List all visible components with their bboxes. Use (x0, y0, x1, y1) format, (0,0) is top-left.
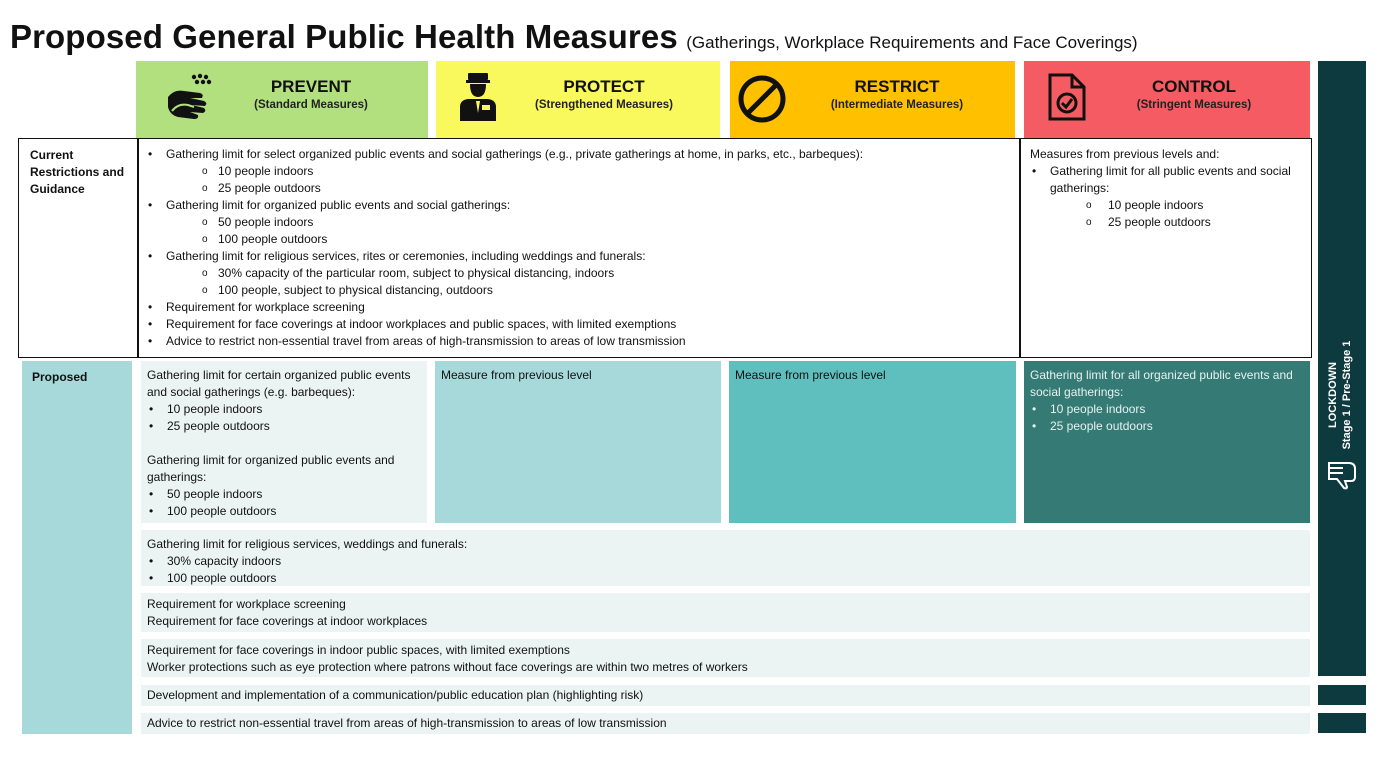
paragraph: Gathering limit for all organized public events and social gatherings: (1030, 368, 1293, 399)
list-subitem: o 10 people indoors (1030, 197, 1304, 214)
paragraph: Measure from previous level (735, 368, 886, 382)
paragraph: Worker protections such as eye protection where patrons without face coverings are within two metres of workers (147, 660, 748, 674)
officer-icon (454, 71, 506, 123)
proposed-label-bg (22, 361, 132, 734)
level-sub: (Intermediate Measures) (830, 99, 964, 111)
level-header-restrict (730, 61, 1015, 138)
list-item: • Advice to restrict non-essential travel from areas of high-transmission to areas of low transmission (146, 333, 1012, 350)
list-subitem: o 50 people indoors (146, 214, 1012, 231)
page-title (10, 18, 1138, 56)
lockdown-column (1318, 61, 1366, 676)
list-item: • Requirement for workplace screening (146, 299, 1012, 316)
paragraph: Requirement for face coverings in indoor public spaces, with limited exemptions (147, 643, 570, 657)
prohibited-icon (736, 73, 788, 125)
list-item: • Gathering limit for religious services, rites or ceremonies, including weddings and funerals: (146, 248, 1012, 265)
level-sub: (Standard Measures) (254, 99, 368, 111)
divider (1019, 138, 1021, 358)
level-header-prevent (136, 61, 428, 138)
list-subitem: o 25 people outdoors (146, 180, 1012, 197)
proposed-workplace (141, 593, 1310, 632)
proposed-protect (435, 361, 721, 523)
proposed-prevent (141, 361, 427, 523)
lockdown-stage: Stage 1 / Pre-Stage 1 (1341, 340, 1353, 450)
paragraph: Gathering limit for organized public events and gatherings: (147, 453, 395, 484)
level-name: PROTECT (563, 77, 645, 96)
lockdown-label (1326, 315, 1358, 475)
level-header-protect (436, 61, 720, 138)
lockdown-bar (1318, 685, 1366, 705)
list-subitem: o 30% capacity of the particular room, subject to physical distancing, indoors (146, 265, 1012, 282)
proposed-control (1024, 361, 1310, 523)
current-control-measures (1024, 142, 1310, 237)
proposed-restrict (729, 361, 1016, 523)
thumbs-down-icon (1325, 457, 1359, 491)
list-subitem: o 100 people outdoors (146, 231, 1012, 248)
current-label: Current Restrictions and Guidance (30, 148, 125, 196)
list-item: • Gathering limit for all public events and social gatherings: (1030, 163, 1304, 197)
lockdown-title: LOCKDOWN (1327, 362, 1339, 428)
paragraph: Requirement for workplace screening (147, 597, 346, 611)
proposed-label: Proposed (32, 370, 88, 384)
current-measures (140, 142, 1018, 356)
list-subitem: o 10 people indoors (146, 163, 1012, 180)
list-item: • 50 people indoors (147, 486, 421, 503)
level-name: CONTROL (1151, 77, 1237, 96)
paragraph: Gathering limit for religious services, weddings and funerals: (147, 537, 468, 551)
proposed-travel (141, 713, 1310, 734)
level-sub: (Strengthened Measures) (534, 99, 674, 111)
title-subtitle: (Gatherings, Workplace Requirements and Face Coverings) (686, 33, 1138, 52)
control-intro: Measures from previous levels and: (1030, 147, 1220, 161)
document-check-icon (1042, 71, 1094, 123)
list-item: • 100 people outdoors (147, 570, 1304, 587)
list-item: • 10 people indoors (147, 401, 421, 418)
proposed-religious (141, 530, 1310, 586)
list-item: • 10 people indoors (1030, 401, 1304, 418)
paragraph: Requirement for face coverings at indoor workplaces (147, 614, 428, 628)
list-item: • 30% capacity indoors (147, 553, 1304, 570)
hand-washing-icon (164, 71, 216, 123)
paragraph: Advice to restrict non-essential travel from areas of high-transmission to areas of low transmission (147, 716, 667, 730)
title-main: Proposed General Public Health Measures (10, 18, 678, 55)
list-item: • 25 people outdoors (1030, 418, 1304, 435)
level-name: RESTRICT (854, 77, 940, 96)
paragraph: Development and implementation of a communication/public education plan (highlighting risk) (147, 688, 644, 702)
proposed-communication (141, 685, 1310, 706)
list-subitem: o 100 people, subject to physical distancing, outdoors (146, 282, 1012, 299)
level-header-control (1024, 61, 1310, 138)
paragraph: Measure from previous level (441, 368, 592, 382)
level-sub: (Stringent Measures) (1136, 99, 1252, 111)
list-item: • Gathering limit for select organized public events and social gatherings (e.g., private gatherings at home, in parks, etc., barbeques): (146, 146, 1012, 163)
list-item: • 25 people outdoors (147, 418, 421, 435)
proposed-face-coverings (141, 639, 1310, 677)
list-subitem: o 25 people outdoors (1030, 214, 1304, 231)
level-name: PREVENT (270, 77, 352, 96)
paragraph: Gathering limit for certain organized public events and social gatherings (e.g. barbeques): (147, 368, 411, 399)
list-item: • Requirement for face coverings at indoor workplaces and public spaces, with limited exemptions (146, 316, 1012, 333)
lockdown-bar (1318, 713, 1366, 733)
list-item: • Gathering limit for organized public events and social gatherings: (146, 197, 1012, 214)
list-item: • 100 people outdoors (147, 503, 421, 520)
